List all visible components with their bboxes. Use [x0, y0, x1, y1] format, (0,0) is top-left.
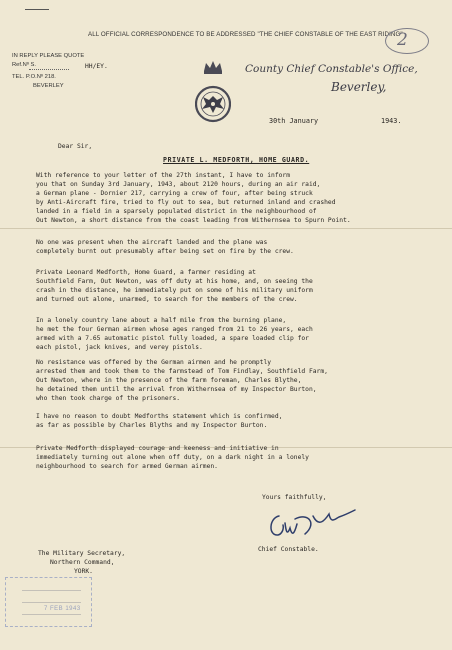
- text-line: In a lonely country lane about a half mile from the burning plane,: [36, 317, 287, 324]
- paragraph-5: [36, 358, 426, 403]
- paper-fold: [0, 228, 452, 229]
- stamp-rule: [22, 590, 81, 591]
- stamp-rule: [22, 614, 81, 615]
- ref-label: Ref.Nº S.: [12, 62, 37, 68]
- paragraph-6: [36, 412, 426, 430]
- reply-quote-label: IN REPLY PLEASE QUOTE: [12, 53, 85, 59]
- office-town: Beverley,: [331, 80, 387, 94]
- ref-value: HH/EY.: [85, 63, 108, 70]
- handwritten-number: 2: [397, 30, 408, 50]
- paragraph-7: [36, 444, 426, 471]
- text-line: Private Medforth displayed courage and keeness and initiative in: [36, 445, 279, 452]
- text-line: by Anti-Aircraft fire, tried to fly out to sea, but returned inland and crashed: [36, 199, 336, 206]
- ref-dotted-line: [29, 69, 69, 70]
- text-line: he met the four German airmen whose ages ranged from 21 to 26 years, each: [36, 326, 313, 333]
- text-line: No resistance was offered by the German airmen and he promptly: [36, 359, 272, 366]
- text-line: as far as possible by Charles Blyths and my Inspector Burton.: [36, 422, 268, 429]
- text-line: and turned out alone, unarmed, to search for the members of the crew.: [36, 296, 298, 303]
- signatory-title: Chief Constable.: [258, 546, 319, 553]
- salutation: Dear Sir,: [58, 143, 93, 150]
- paragraph-1: [36, 171, 426, 225]
- text-line: you that on Sunday 3rd January, 1943, about 2120 hours, during an air raid,: [36, 181, 321, 188]
- text-line: Private Leonard Medforth, Home Guard, a farmer residing at: [36, 269, 256, 276]
- text-line: arrested them and took them to the farmstead of Tom Findlay, Southfield Farm,: [36, 368, 328, 375]
- recipient-line: Northern Command,: [50, 559, 115, 567]
- recipient-line: YORK.: [74, 568, 93, 576]
- paragraph-4: [36, 316, 426, 352]
- town-label: BEVERLEY: [33, 83, 64, 89]
- text-line: Out Newton, where in the presence of the farm foreman, Charles Blythe,: [36, 377, 302, 384]
- police-crest-icon: [195, 60, 231, 132]
- paragraph-3: [36, 268, 426, 304]
- office-name: County Chief Constable's Office,: [245, 63, 418, 75]
- text-line: neighbourhood to search for armed German airmen.: [36, 463, 218, 470]
- closing: Yours faithfully,: [262, 494, 327, 501]
- text-line: Southfield Farm, Out Newton, was off duty at his home, and, on seeing the: [36, 278, 313, 285]
- signature-icon: [265, 508, 357, 544]
- text-line: crash in the distance, he immediately put on some of his military uniform: [36, 287, 313, 294]
- letter-date-day: 30th January: [269, 117, 319, 125]
- text-line: who then took charge of the prisoners.: [36, 395, 181, 402]
- text-line: immediately turning out alone when off duty, on a dark night in a lonely: [36, 454, 309, 461]
- stamp-rule: [22, 602, 81, 603]
- text-line: I have no reason to doubt Medforths statement which is confirmed,: [36, 413, 283, 420]
- text-line: landed in a field in a sparsely populated district in the neighbourhood of: [36, 208, 317, 215]
- address-notice: ALL OFFICIAL CORRESPONDENCE TO BE ADDRESSED "THE CHIEF CONSTABLE OF THE EAST RIDING": [88, 31, 403, 38]
- text-line: a German plane - Dornier 217, carrying a crew of four, after being struck: [36, 190, 313, 197]
- text-line: each pistol, jack knives, and verey pistols.: [36, 344, 203, 351]
- letter-date-year: 1943.: [381, 117, 402, 125]
- recipient-address: [38, 549, 125, 577]
- letter-subject: PRIVATE L. MEDFORTH, HOME GUARD.: [163, 156, 310, 164]
- text-line: Out Newton, a short distance from the coast leading from Withernsea to Spurn Point.: [36, 217, 351, 224]
- received-stamp: [5, 577, 92, 627]
- text-line: he detained them until the arrival from Withernsea of my Inspector Burton,: [36, 386, 317, 393]
- handwritten-number-circle: [385, 28, 429, 54]
- text-line: With reference to your letter of the 27th instant, I have to inform: [36, 172, 291, 179]
- telephone-label: TEL. P.O.Nº 218.: [12, 74, 56, 80]
- ref-underline: [25, 9, 49, 10]
- text-line: completely burnt out presumably after being set on fire by the crew.: [36, 248, 294, 255]
- stamp-date: 7 FEB 1943: [44, 606, 81, 612]
- paragraph-2: [36, 238, 426, 256]
- text-line: armed with a 7.65 automatic pistol fully loaded, a spare loaded clip for: [36, 335, 309, 342]
- text-line: No one was present when the aircraft landed and the plane was: [36, 239, 268, 246]
- recipient-line: The Military Secretary,: [38, 550, 126, 557]
